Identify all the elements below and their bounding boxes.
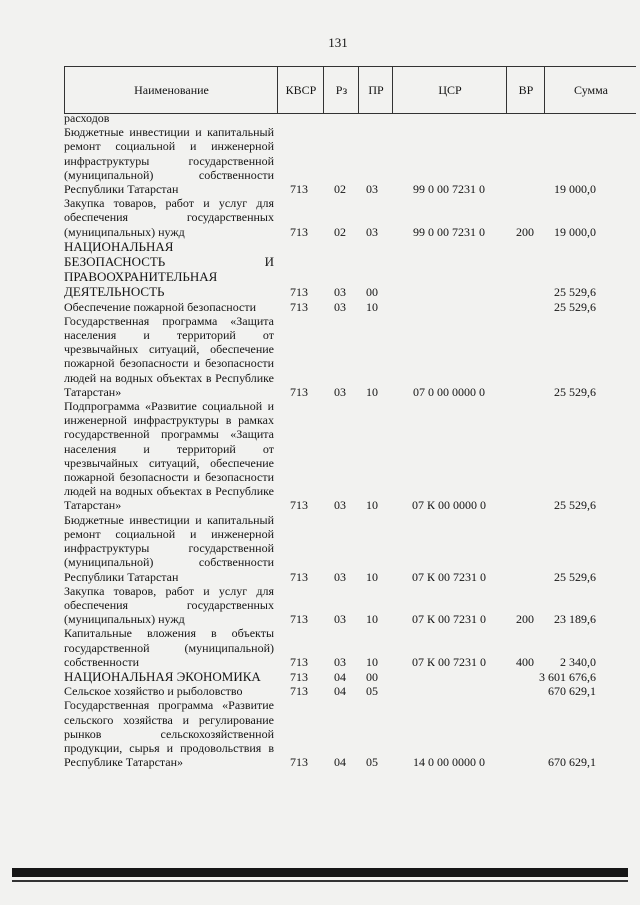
header-pr: ПР (358, 67, 393, 113)
row-name: НАЦИОНАЛЬНАЯ ЭКОНОМИКА (64, 668, 261, 684)
row-name: Бюджетные инвестиции и капитальный ремонт социальной и инженерной инфраструктуры государственной (муниципальной) собственности Республики Татарстан (64, 125, 274, 197)
row-sum: 2 340,0 (560, 654, 596, 669)
row-csr: 07 0 00 0000 0 (413, 384, 485, 399)
row-rz: 04 (334, 755, 346, 770)
header-csr: ЦСР (392, 67, 507, 113)
row-kvsr: 713 (290, 182, 308, 197)
scan-edge-line (12, 880, 628, 882)
row-name: Подпрограмма «Развитие социальной и инженерной инфраструктуры в рамках государственной программы «Защита населения и территорий от чрезвычайных ситуаций, обеспечение пожарной безопасности и безопасности людей на водных объектах в Республике Татарстан» (64, 399, 274, 513)
row-kvsr: 713 (290, 755, 308, 770)
row-rz: 04 (334, 669, 346, 684)
row-vr: 200 (516, 224, 534, 239)
row-rz: 03 (334, 384, 346, 399)
row-rz: 03 (334, 654, 346, 669)
table-row (64, 684, 636, 698)
row-kvsr: 713 (290, 612, 308, 627)
row-pr: 10 (366, 654, 378, 669)
row-pr: 10 (366, 498, 378, 513)
row-kvsr: 713 (290, 569, 308, 584)
scan-edge-bar (12, 868, 628, 877)
row-rz: 04 (334, 684, 346, 699)
row-name: НАЦИОНАЛЬНАЯ БЕЗОПАСНОСТЬ И ПРАВООХРАНИТЕЛЬНАЯ ДЕЯТЕЛЬНОСТЬ (64, 238, 274, 300)
table-row (64, 698, 636, 769)
row-rz: 02 (334, 182, 346, 197)
row-vr: 200 (516, 612, 534, 627)
row-kvsr: 713 (290, 285, 308, 300)
table-row (64, 584, 636, 627)
row-pr: 10 (366, 299, 378, 314)
table-row (64, 196, 636, 239)
table-row (64, 125, 636, 196)
header-rz: Рз (323, 67, 359, 113)
table-row (64, 300, 636, 314)
row-name: Государственная программа «Развитие сельского хозяйства и регулирование рынков сельскохозяйственной продукции, сырья и продовольствия в Республике Татарстан» (64, 698, 274, 770)
row-rz: 02 (334, 224, 346, 239)
row-rz: 03 (334, 498, 346, 513)
row-kvsr: 713 (290, 498, 308, 513)
table-row (64, 314, 636, 399)
row-csr: 07 К 00 0000 0 (411, 498, 486, 513)
page-number: 131 (328, 35, 348, 50)
row-kvsr: 713 (290, 654, 308, 669)
row-csr: 07 К 00 7231 0 (411, 569, 486, 584)
row-vr: 400 (516, 654, 534, 669)
row-sum: 25 529,6 (554, 285, 596, 300)
row-csr: 07 К 00 7231 0 (411, 654, 486, 669)
row-pr: 05 (366, 755, 378, 770)
header-kvsr: КВСР (277, 67, 324, 113)
row-pr: 00 (366, 669, 378, 684)
row-kvsr: 713 (290, 224, 308, 239)
row-name: Бюджетные инвестиции и капитальный ремонт социальной и инженерной инфраструктуры государственной (муниципальной) собственности Республики Татарстан (64, 512, 274, 584)
row-pr: 10 (366, 569, 378, 584)
row-sum: 670 629,1 (548, 684, 596, 699)
row-kvsr: 713 (290, 684, 308, 699)
row-csr: 99 0 00 7231 0 (413, 182, 485, 197)
row-name: расходов (64, 111, 110, 125)
row-pr: 05 (366, 684, 378, 699)
table-row (64, 239, 636, 300)
table-header (64, 66, 636, 114)
header-vr: ВР (506, 67, 545, 113)
row-sum: 25 529,6 (554, 498, 596, 513)
row-sum: 23 189,6 (554, 612, 596, 627)
row-pr: 03 (366, 182, 378, 197)
row-sum: 25 529,6 (554, 569, 596, 584)
row-name: Закупка товаров, работ и услуг для обеспечения государственных (муниципальных) нужд (64, 196, 274, 239)
table-row (64, 111, 636, 125)
row-name: Капитальные вложения в объекты государственной (муниципальной) собственности (64, 626, 274, 669)
row-pr: 10 (366, 384, 378, 399)
row-csr: 99 0 00 7231 0 (413, 224, 485, 239)
row-rz: 03 (334, 299, 346, 314)
table-row (64, 669, 636, 684)
row-kvsr: 713 (290, 299, 308, 314)
row-rz: 03 (334, 612, 346, 627)
row-pr: 10 (366, 612, 378, 627)
row-name: Государственная программа «Защита населения и территорий от чрезвычайных ситуаций, обеспечение пожарной безопасности и безопасности людей на водных объектах в Республике Татарстан» (64, 313, 274, 399)
row-rz: 03 (334, 285, 346, 300)
table-row (64, 399, 636, 513)
row-kvsr: 713 (290, 384, 308, 399)
row-name: Обеспечение пожарной безопасности (64, 299, 257, 314)
row-sum: 19 000,0 (554, 224, 596, 239)
table-row (64, 513, 636, 584)
row-pr: 00 (366, 285, 378, 300)
row-sum: 19 000,0 (554, 182, 596, 197)
row-rz: 03 (334, 569, 346, 584)
header-name: Наименование (64, 67, 278, 113)
row-name: Сельское хозяйство и рыболовство (64, 684, 243, 699)
table-row (64, 626, 636, 669)
row-csr: 07 К 00 7231 0 (411, 612, 486, 627)
row-kvsr: 713 (290, 669, 308, 684)
table-body (64, 111, 636, 769)
row-sum: 25 529,6 (554, 299, 596, 314)
row-sum: 670 629,1 (548, 755, 596, 770)
row-name: Закупка товаров, работ и услуг для обеспечения государственных (муниципальных) нужд (64, 583, 274, 627)
row-sum: 25 529,6 (554, 384, 596, 399)
row-csr: 14 0 00 0000 0 (413, 755, 485, 770)
row-pr: 03 (366, 224, 378, 239)
header-sum: Сумма (544, 67, 637, 113)
row-sum: 3 601 676,6 (539, 669, 596, 684)
